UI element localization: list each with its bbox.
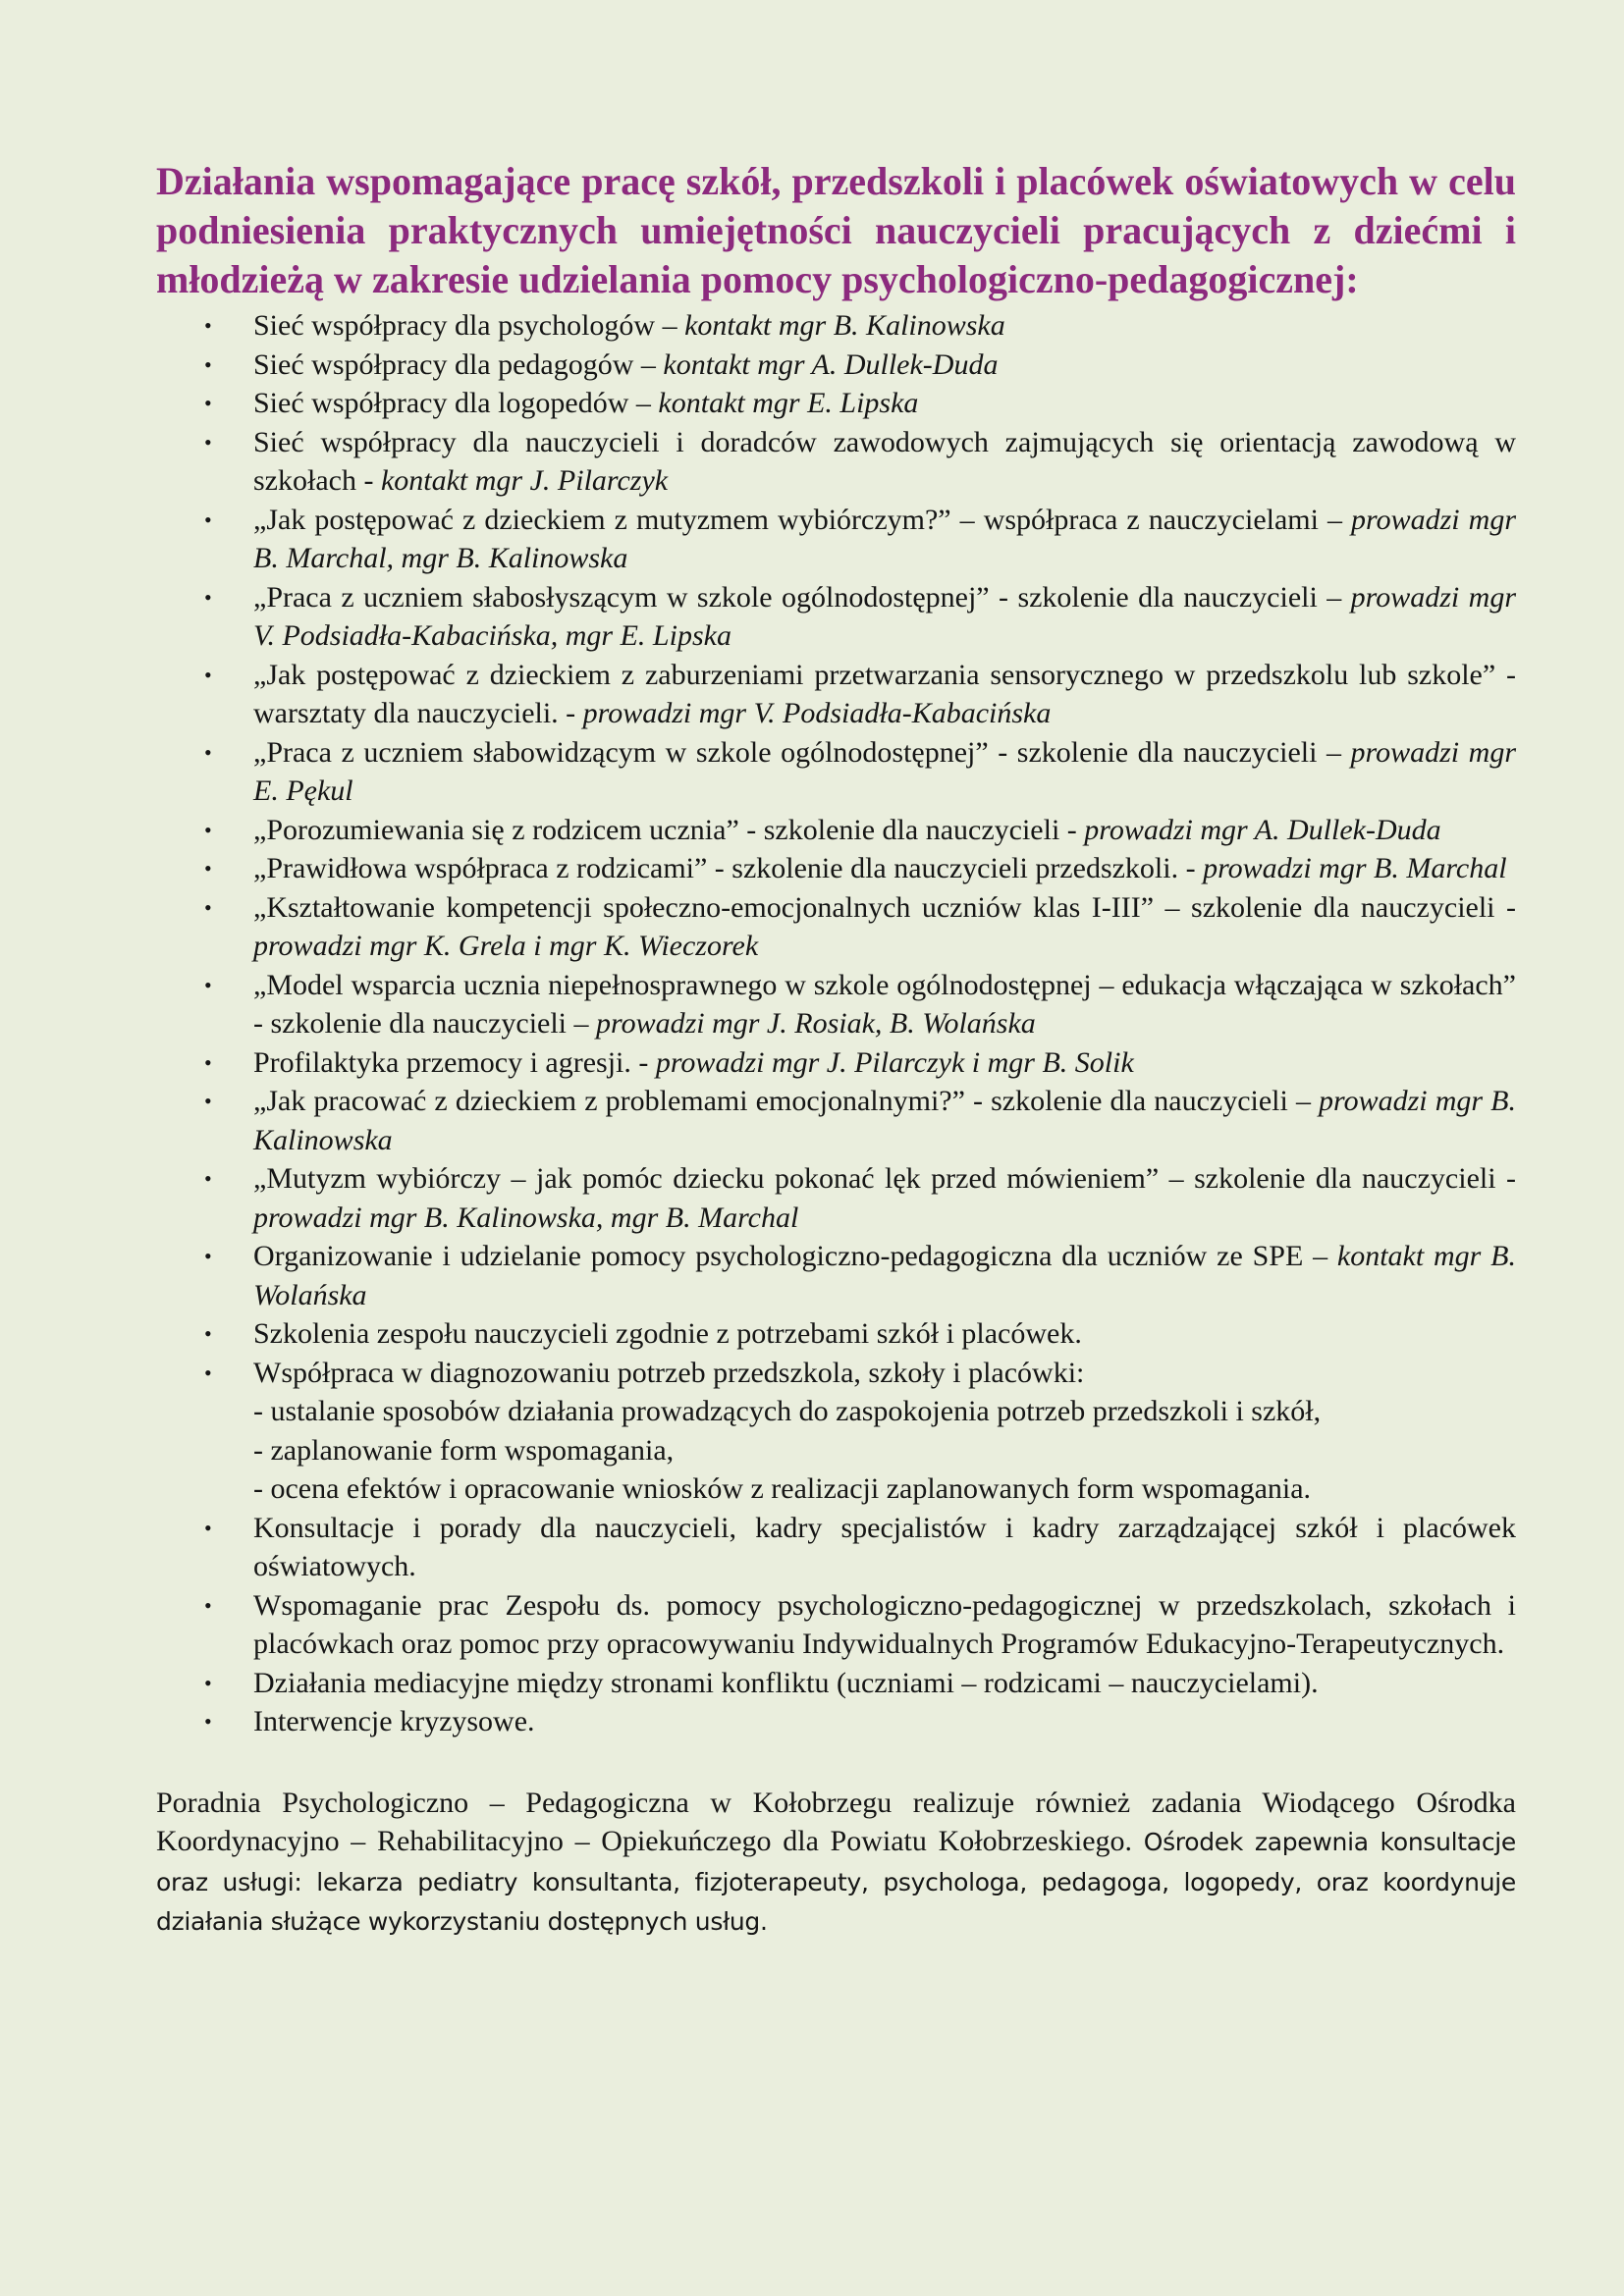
list-item-text: „Prawidłowa współpraca z rodzicami” - szkolenie dla nauczycieli przedszkoli. - — [253, 852, 1204, 884]
list-item-contact: prowadzi mgr V. Podsiadła-Kabacińska, mgr E. Lipska — [253, 580, 1516, 652]
bullet-icon: • — [204, 429, 212, 454]
bullet-icon: • — [204, 1166, 212, 1191]
bullet-icon: • — [204, 313, 212, 338]
list-item-contact: prowadzi mgr V. Podsiadła-Kabacińska — [582, 697, 1052, 729]
list-item — [204, 1314, 1516, 1354]
list-item-text: „Jak pracować z dzieckiem z problemami emocjonalnymi?” - szkolenie dla nauczycieli – — [253, 1085, 1320, 1117]
list-item-contact: prowadzi mgr K. Grela i mgr K. Wieczorek — [253, 930, 759, 962]
list-item-text: Sieć współpracy dla psychologów – — [253, 309, 685, 342]
list-item-text: Organizowanie i udzielanie pomocy psychologiczno-pedagogiczna dla uczniów ze SPE – — [253, 1240, 1337, 1272]
list-item — [204, 656, 1516, 733]
bullet-icon: • — [204, 1049, 212, 1075]
list-item — [204, 966, 1516, 1043]
list-item-text: Szkolenia zespołu nauczycieli zgodnie z potrzebami szkół i placówek. — [253, 1317, 1082, 1350]
activities-list — [156, 306, 1516, 1741]
list-item-text: „Kształtowanie kompetencji społeczno-emocjonalnych uczniów klas I-III” – szkolenie dla nauczycieli - — [253, 890, 1516, 924]
list-item — [204, 1159, 1516, 1237]
list-item-text: Sieć współpracy dla nauczycieli i doradców zawodowych zajmujących się orientacją zawodową w szkołach - — [253, 425, 1516, 497]
list-item — [204, 501, 1517, 578]
bullet-icon: • — [204, 507, 212, 532]
list-item-contact: prowadzi mgr B. Kalinowska, mgr B. Marchal — [253, 1201, 799, 1234]
list-item-contact: kontakt mgr J. Pilarczyk — [380, 464, 669, 497]
list-item — [204, 346, 1516, 385]
list-item-contact: prowadzi mgr A. Dullek-Duda — [1084, 813, 1441, 846]
list-item-contact: kontakt mgr B. Kalinowska — [684, 309, 1005, 342]
bullet-icon: • — [204, 739, 212, 765]
list-item — [204, 1586, 1516, 1664]
list-item-contact: prowadzi mgr B. Marchal, mgr B. Kalinowska — [253, 503, 1517, 574]
list-item-contact: kontakt mgr E. Lipska — [658, 387, 919, 419]
list-item — [204, 888, 1516, 966]
list-item — [204, 1354, 1516, 1509]
bullet-icon: • — [204, 817, 212, 842]
list-item — [204, 1509, 1516, 1586]
bullet-icon: • — [204, 1592, 212, 1618]
bullet-icon: • — [204, 894, 212, 920]
bullet-icon: • — [204, 1321, 212, 1346]
list-item — [204, 423, 1516, 501]
list-item — [204, 1237, 1516, 1314]
list-item-contact: prowadzi mgr B. Marchal — [1203, 852, 1507, 884]
list-item — [204, 733, 1517, 811]
bullet-icon: • — [204, 662, 212, 687]
list-item-text: Konsultacje i porady dla nauczycieli, kadry specjalistów i kadry zarządzającej szkół i placówek oświatowych. — [253, 1511, 1516, 1582]
list-item — [204, 578, 1516, 656]
bullet-icon: • — [204, 1515, 212, 1540]
list-item-contact: kontakt mgr B. Wolańska — [253, 1240, 1516, 1311]
bullet-icon: • — [204, 1089, 212, 1113]
bullet-icon: • — [204, 1360, 212, 1385]
list-item-text: „Jak postępować z dzieckiem z zaburzeniami przetwarzania sensorycznego w przedszkolu lub szkole” - warsztaty dla nauczycieli. - — [253, 658, 1516, 729]
bullet-icon: • — [204, 1244, 212, 1268]
list-item-text: Sieć współpracy dla logopedów – — [253, 387, 659, 419]
bullet-icon: • — [204, 391, 212, 415]
bullet-icon: • — [204, 856, 212, 881]
section-heading: Działania wspomagające pracę szkół, przedszkoli i placówek oświatowych w celu podniesienia praktycznych umiejętności nauczycieli pracujących z dziećmi i młodzieżą w zakresie udzielania pomocy psychologiczno-pedagogicznej: — [156, 159, 1516, 301]
list-item-text: Profilaktyka przemocy i agresji. - — [253, 1045, 656, 1079]
bullet-icon: • — [204, 584, 212, 610]
list-subitem: - ocena efektów i opracowanie wniosków z realizacji zaplanowanych form wspomagania. — [253, 1472, 1312, 1505]
bullet-icon: • — [204, 351, 212, 377]
closing-text-1: Poradnia Psychologiczno – Pedagogiczna w Kołobrzegu realizuje również zadania Wiodącego Ośrodka Koordynacyjno – Rehabilitacyjno – Opiekuńczego dla Powiatu Kołobrzeskiego. — [156, 1786, 1516, 1857]
list-item-contact: prowadzi mgr J. Rosiak, B. Wolańska — [596, 1007, 1036, 1040]
list-item-text: „Model wsparcia ucznia niepełnosprawnego w szkole ogólnodostępnej – edukacja włączająca w szkołach” - szkolenie dla nauczycieli – — [253, 968, 1516, 1040]
list-item — [204, 1043, 1516, 1083]
list-subitem: - zaplanowanie form wspomagania, — [253, 1433, 675, 1467]
list-item-contact: prowadzi mgr E. Pękul — [253, 735, 1517, 807]
list-item-text: Współpraca w diagnozowaniu potrzeb przedszkola, szkoły i placówki: — [253, 1356, 1085, 1389]
closing-paragraph — [156, 1784, 1516, 1942]
list-item-text: „Praca z uczniem słabosłyszącym w szkole ogólnodostępnej” - szkolenie dla nauczycieli – — [253, 580, 1351, 614]
list-item — [204, 306, 1516, 346]
list-item — [204, 1664, 1516, 1703]
bullet-icon: • — [204, 1709, 212, 1734]
closing-text-2: Ośrodek zapewnia konsultacje oraz usługi: lekarza pediatry konsultanta, fizjoterapeuty, psychologa, pedagoga, logopedy, oraz koordynuje działania służące wykorzystaniu dostępnych usług. — [156, 1828, 1516, 1936]
list-item-text: „Jak postępować z dzieckiem z mutyzmem wybiórczym?” – współpraca z nauczycielami – — [253, 503, 1352, 536]
bullet-icon: • — [204, 972, 212, 997]
list-item-text: Interwencje kryzysowe. — [253, 1705, 535, 1737]
list-item-contact: prowadzi mgr J. Pilarczyk i mgr B. Solik — [655, 1045, 1134, 1079]
list-subitem: - ustalanie sposobów działania prowadzących do zaspokojenia potrzeb przedszkoli i szkół, — [253, 1395, 1322, 1427]
list-item — [204, 811, 1516, 850]
list-item-text: Wspomaganie prac Zespołu ds. pomocy psychologiczno-pedagogicznej w przedszkolach, szkołach i placówkach oraz pomoc przy opracowywaniu Indywidualnych Programów Edukacyjno-Terapeutycznych. — [253, 1588, 1516, 1660]
list-item — [204, 384, 1516, 423]
bullet-icon: • — [204, 1670, 212, 1695]
list-item — [204, 1702, 1516, 1741]
list-item — [204, 849, 1516, 888]
list-item-text: „Praca z uczniem słabowidzącym w szkole ogólnodostępnej” - szkolenie dla nauczycieli – — [253, 735, 1351, 769]
list-item-contact: kontakt mgr A. Dullek-Duda — [663, 347, 999, 381]
list-item — [204, 1082, 1516, 1159]
list-item-contact: prowadzi mgr B. Kalinowska — [253, 1085, 1516, 1156]
list-item-text: Działania mediacyjne między stronami konfliktu (uczniami – rodzicami – nauczycielami). — [253, 1666, 1319, 1699]
list-item-text: Sieć współpracy dla pedagogów – — [253, 347, 664, 381]
list-item-text: „Mutyzm wybiórczy – jak pomóc dziecku pokonać lęk przed mówieniem” – szkolenie dla nauczycieli - — [253, 1162, 1516, 1195]
list-item-text: „Porozumiewania się z rodzicem ucznia” - szkolenie dla nauczycieli - — [253, 813, 1085, 846]
